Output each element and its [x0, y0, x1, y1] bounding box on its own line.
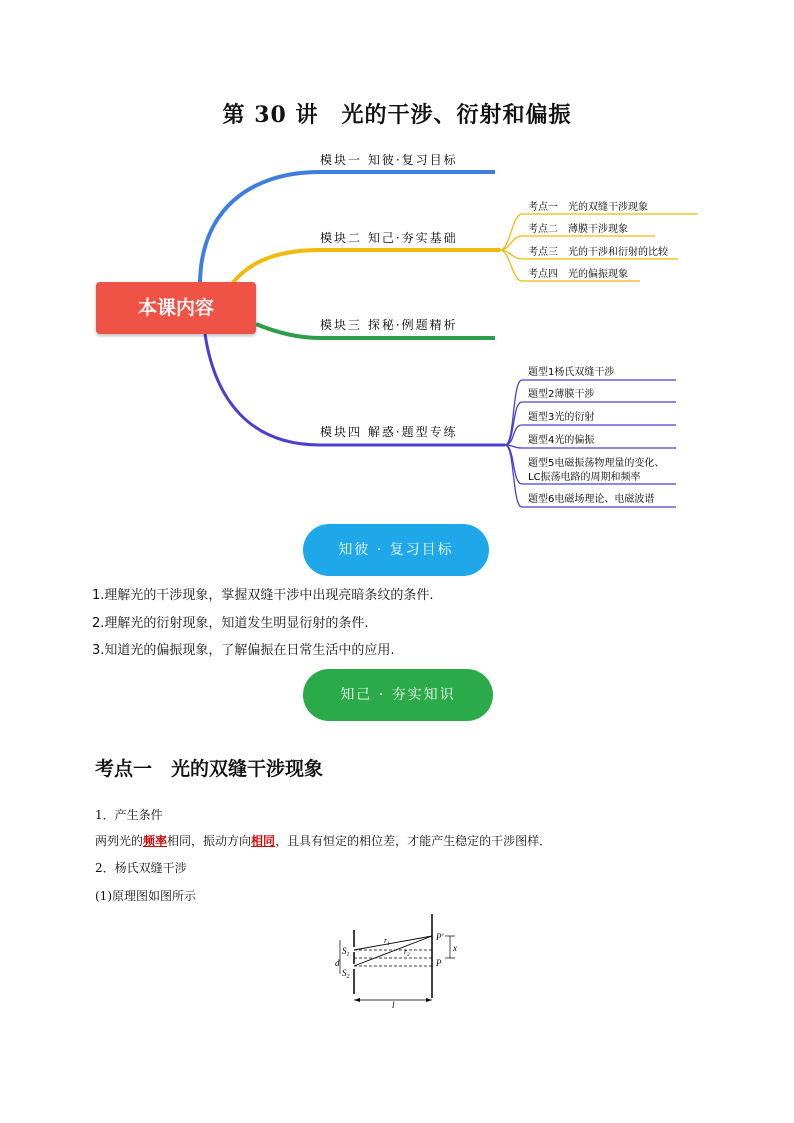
page-title: 第 30 讲 光的干涉、衍射和偏振 [222, 102, 572, 128]
sub-item-1: (1)原理图如图所示 [95, 889, 196, 903]
svg-text:r1: $r_1$ [384, 936, 390, 947]
svg-text:r2: $r_2$ [404, 947, 410, 958]
svg-text:P: P [436, 958, 442, 968]
svg-text:P′: P′ [436, 932, 444, 942]
review-goals-banner: 知彼 · 复习目标 [303, 524, 489, 576]
svg-text:S2: $S_2$ [342, 968, 350, 980]
svg-text:S1: $S_1$ [342, 946, 350, 958]
basics-banner: 知己 · 夯实知识 [303, 669, 493, 721]
branch-line-1 [200, 172, 495, 285]
keyword-frequency: 频率 [143, 834, 168, 848]
leaf-label: 题型1杨氏双缝干涉 [528, 367, 615, 378]
section-heading: 考点一 光的双缝干涉现象 [95, 758, 324, 780]
branch-label-4: 模块四 解惑·题型专练 [320, 425, 458, 439]
mind-map [0, 0, 794, 520]
svg-text:x: x [453, 943, 457, 953]
keyword-same: 相同 [251, 834, 276, 848]
leaf-label: 题型5电磁振荡物理量的变化、 [528, 458, 665, 469]
leaf-label: 考点四 光的偏振现象 [528, 269, 628, 280]
item-1-heading: 1．产生条件 [95, 808, 163, 822]
leaf-label: 考点一 光的双缝干涉现象 [528, 202, 648, 213]
item-2-heading: 2．杨氏双缝干涉 [95, 861, 187, 875]
leaf-label: 考点三 光的干涉和衍射的比较 [528, 247, 668, 258]
objective-3: 3.知道光的偏振现象，了解偏振在日常生活中的应用. [92, 643, 395, 658]
objective-2: 2.理解光的衍射现象，知道发生明显衍射的条件. [92, 616, 369, 631]
svg-text:d: d [335, 958, 340, 968]
leaf-label: LC振荡电路的周期和频率 [528, 472, 641, 483]
branch-line-2 [232, 250, 500, 284]
leaf-label: 题型4光的偏振 [528, 435, 595, 446]
double-slit-diagram [330, 910, 470, 1010]
leaf-label: 题型6电磁场理论、电磁波谱 [528, 494, 655, 505]
condition-text: 两列光的频率相同，振动方向相同，且具有恒定的相位差，才能产生稳定的干涉图样． [95, 834, 552, 848]
branch-label-2: 模块二 知己·夯实基础 [320, 231, 458, 245]
leaf-label: 题型2薄膜干涉 [528, 389, 595, 400]
leaf-label: 考点二 薄膜干涉现象 [528, 224, 628, 235]
mind-map-center: 本课内容 [96, 282, 256, 334]
branch-label-1: 模块一 知彼·复习目标 [320, 153, 458, 167]
svg-text:l: l [392, 1000, 395, 1010]
leaf-label: 题型3光的衍射 [528, 412, 595, 423]
branch-label-3: 模块三 探秘·例题精析 [320, 318, 458, 332]
objective-1: 1.理解光的干涉现象，掌握双缝干涉中出现亮暗条纹的条件. [92, 588, 434, 603]
